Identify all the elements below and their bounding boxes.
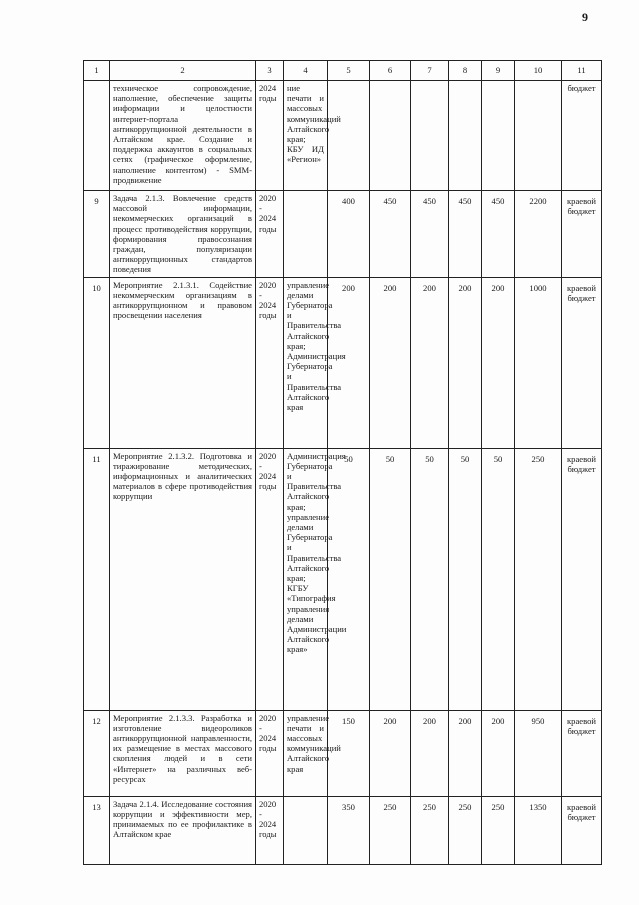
- measure-name: Задача 2.1.4. Исследование состояния коррупции и эффективности мер, принимаемых по ее профилактике в Алтайском крае: [110, 796, 256, 864]
- value-2024: 250: [482, 796, 515, 864]
- value-2024: 450: [482, 191, 515, 278]
- column-header: 10: [515, 61, 562, 81]
- period: 2020 - 2024 годы: [256, 277, 284, 448]
- table-row: [84, 81, 602, 191]
- value-total: 1350: [515, 796, 562, 864]
- value-2021: [370, 81, 411, 191]
- table-row: [84, 191, 602, 278]
- value-2022: 450: [411, 191, 449, 278]
- value-2023: 450: [449, 191, 482, 278]
- column-header: 6: [370, 61, 411, 81]
- row-number: 12: [84, 710, 110, 796]
- column-header: 11: [562, 61, 602, 81]
- measure-name: Мероприятие 2.1.3.3. Разработка и изготовление видеороликов антикоррупционной направленности, их размещение в местах массового скопления людей и в сети «Интернет» на различных веб-ресурсах: [110, 710, 256, 796]
- table-row: [84, 710, 602, 796]
- period: 2020 - 2024 годы: [256, 710, 284, 796]
- value-2020: 350: [328, 796, 370, 864]
- period: 2020 - 2024 годы: [256, 796, 284, 864]
- table-row: [84, 277, 602, 448]
- value-2021: 50: [370, 448, 411, 710]
- value-2022: 250: [411, 796, 449, 864]
- value-2023: 50: [449, 448, 482, 710]
- measure-name: Задача 2.1.3. Вовлечение средств массовой информации, некоммерческих организаций в процесс противодействия коррупции, формирования правосознания граждан, популяризации антикоррупционных стандартов поведения: [110, 191, 256, 278]
- column-header: 3: [256, 61, 284, 81]
- value-total: 250: [515, 448, 562, 710]
- value-total: 950: [515, 710, 562, 796]
- value-2020: 400: [328, 191, 370, 278]
- funding-source: краевой бюджет: [562, 796, 602, 864]
- executor: [284, 191, 328, 278]
- table-header-row: [84, 61, 602, 81]
- period: 2020 - 2024 годы: [256, 191, 284, 278]
- value-2020: 200: [328, 277, 370, 448]
- column-header: 1: [84, 61, 110, 81]
- table-row: [84, 796, 602, 864]
- row-number: 11: [84, 448, 110, 710]
- value-2020: 50: [328, 448, 370, 710]
- value-2022: [411, 81, 449, 191]
- column-header: 8: [449, 61, 482, 81]
- column-header: 7: [411, 61, 449, 81]
- executor: Администрация Губернатора и Правительства Алтайского края; управление делами Губернатора и Правительства Алтайского края; КГБУ «Типография управления делами Администрации Алтайского края»: [284, 448, 328, 710]
- value-2024: 50: [482, 448, 515, 710]
- value-2020: 150: [328, 710, 370, 796]
- column-header: 4: [284, 61, 328, 81]
- value-2023: 200: [449, 277, 482, 448]
- row-number: 13: [84, 796, 110, 864]
- value-2021: 200: [370, 710, 411, 796]
- row-number: 10: [84, 277, 110, 448]
- value-total: [515, 81, 562, 191]
- value-2022: 200: [411, 710, 449, 796]
- value-2023: 250: [449, 796, 482, 864]
- page-number: 9: [582, 10, 588, 24]
- period: 2020 - 2024 годы: [256, 448, 284, 710]
- value-2020: [328, 81, 370, 191]
- value-total: 2200: [515, 191, 562, 278]
- executor: ние печати и массовых коммуникаций Алтайского края; КБУ ИД «Регион»: [284, 81, 328, 191]
- value-2024: 200: [482, 277, 515, 448]
- period: 2024 годы: [256, 81, 284, 191]
- column-header: 9: [482, 61, 515, 81]
- funding-source: бюджет: [562, 81, 602, 191]
- executor: управление делами Губернатора и Правительства Алтайского края; Администрация Губернатора и Правительства Алтайского края: [284, 277, 328, 448]
- value-total: 1000: [515, 277, 562, 448]
- funding-source: краевой бюджет: [562, 277, 602, 448]
- value-2024: 200: [482, 710, 515, 796]
- value-2022: 200: [411, 277, 449, 448]
- measure-name: Мероприятие 2.1.3.1. Содействие некоммерческим организациям в антикоррупционном и правовом просвещении населения: [110, 277, 256, 448]
- funding-source: краевой бюджет: [562, 191, 602, 278]
- column-header: 5: [328, 61, 370, 81]
- executor: управление печати и массовых коммуникаций Алтайского края: [284, 710, 328, 796]
- row-number: [84, 81, 110, 191]
- value-2023: [449, 81, 482, 191]
- funding-source: краевой бюджет: [562, 710, 602, 796]
- value-2021: 450: [370, 191, 411, 278]
- program-table: [83, 60, 602, 865]
- funding-source: краевой бюджет: [562, 448, 602, 710]
- column-header: 2: [110, 61, 256, 81]
- measure-name: Мероприятие 2.1.3.2. Подготовка и тиражирование методических, информационных и аналитических материалов в сфере противодействия коррупции: [110, 448, 256, 710]
- value-2024: [482, 81, 515, 191]
- value-2021: 200: [370, 277, 411, 448]
- row-number: 9: [84, 191, 110, 278]
- value-2022: 50: [411, 448, 449, 710]
- value-2023: 200: [449, 710, 482, 796]
- measure-name: техническое сопровождение, наполнение, обеспечение защиты информации и целостности интернет-портала антикоррупционной деятельности в Алтайском крае. Создание и поддержка аккаунтов в социальных сетях (графическое оформление, наполнение контентом) - SMM-продвижение: [110, 81, 256, 191]
- value-2021: 250: [370, 796, 411, 864]
- table-row: [84, 448, 602, 710]
- executor: [284, 796, 328, 864]
